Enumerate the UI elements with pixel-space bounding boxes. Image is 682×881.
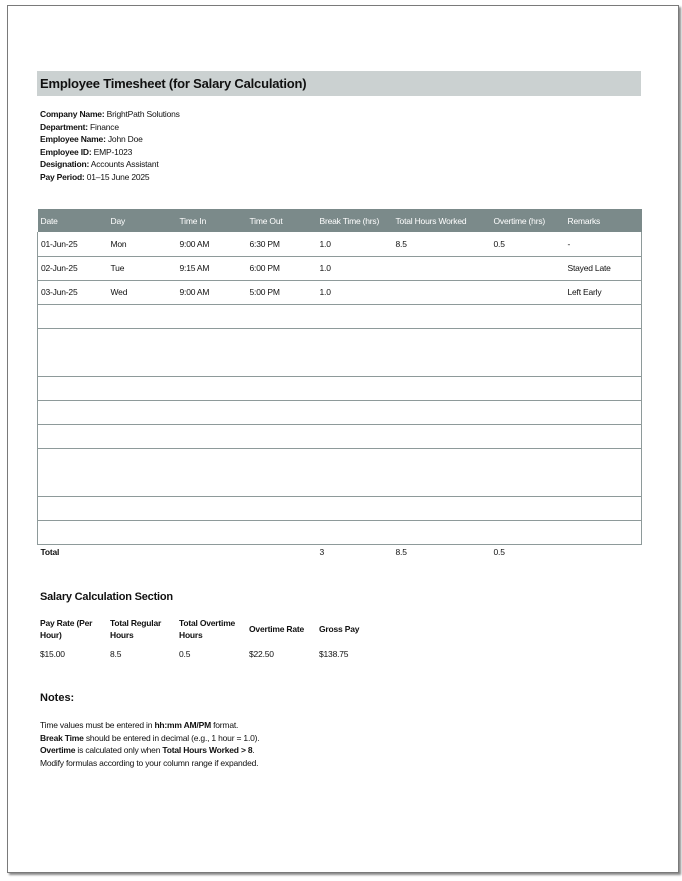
salary-value-row: $15.00 8.5 0.5 $22.50 $138.75 [40,649,349,659]
col-header-overtime-rate: Overtime Rate [249,624,305,634]
info-designation: Designation: Accounts Assistant [40,159,159,170]
col-header-time-in: Time In [177,209,247,232]
total-hours: 8.5 [395,547,407,557]
info-company: Company Name: BrightPath Solutions [40,109,180,119]
info-employee-name: Employee Name: John Doe [40,134,143,145]
salary-table [37,615,386,665]
table-row-empty [38,328,642,376]
table-row-empty [38,304,642,328]
total-label: Total [40,547,60,557]
col-header-regular-hours: Total Regular Hours [110,618,162,640]
note-line: Overtime is calculated only when Total Hours Worked > 8. [40,745,255,755]
col-header-remarks: Remarks [565,209,642,232]
total-overtime: 0.5 [493,547,505,557]
col-header-pay-rate: Pay Rate (Per Hour) [40,618,93,640]
title-bar [37,71,641,96]
col-header-date: Date [38,209,108,232]
info-department: Department: Finance [40,121,119,132]
notes-title: Notes: [40,692,75,704]
timesheet-table [37,209,642,559]
note-line: Modify formulas according to your column range if expanded. [40,757,259,768]
note-line: Break Time should be entered in decimal (e.g., 1 hour = 1.0). [40,732,260,743]
col-header-break: Break Time (hrs) [317,209,393,232]
table-row: 02-Jun-25 Tue 9:15 AM 6:00 PM 1.0 Stayed Late [38,256,642,280]
info-employee-id: Employee ID: EMP-1023 [40,146,133,157]
table-row: 03-Jun-25 Wed 9:00 AM 5:00 PM 1.0 Left Early [38,280,642,304]
col-header-day: Day [108,209,177,232]
table-row-empty [38,496,642,520]
salary-header-row [37,615,386,643]
timesheet-header-row [38,209,642,232]
col-header-gross-pay: Gross Pay [319,624,360,634]
table-row-empty [38,424,642,448]
info-pay-period: Pay Period: 01–15 June 2025 [40,171,150,182]
table-row: 01-Jun-25 Mon 9:00 AM 6:30 PM 1.0 8.5 0.5 - [38,232,642,256]
note-line: Time values must be entered in hh:mm AM/PM format. [40,720,239,730]
col-header-overtime: Overtime (hrs) [491,209,565,232]
employee-info [40,108,180,184]
total-row [38,544,642,559]
col-header-time-out: Time Out [247,209,317,232]
salary-section-title: Salary Calculation Section [40,591,173,603]
table-row-empty [38,448,642,496]
table-row-empty [38,376,642,400]
page-title: Employee Timesheet (for Salary Calculation) [40,76,307,91]
col-header-overtime-hours: Total Overtime Hours [179,618,236,640]
table-row-empty [38,520,642,544]
table-row-empty [38,400,642,424]
notes-body [40,719,259,769]
col-header-total-hours: Total Hours Worked [393,209,491,232]
total-break: 3 [319,547,325,557]
